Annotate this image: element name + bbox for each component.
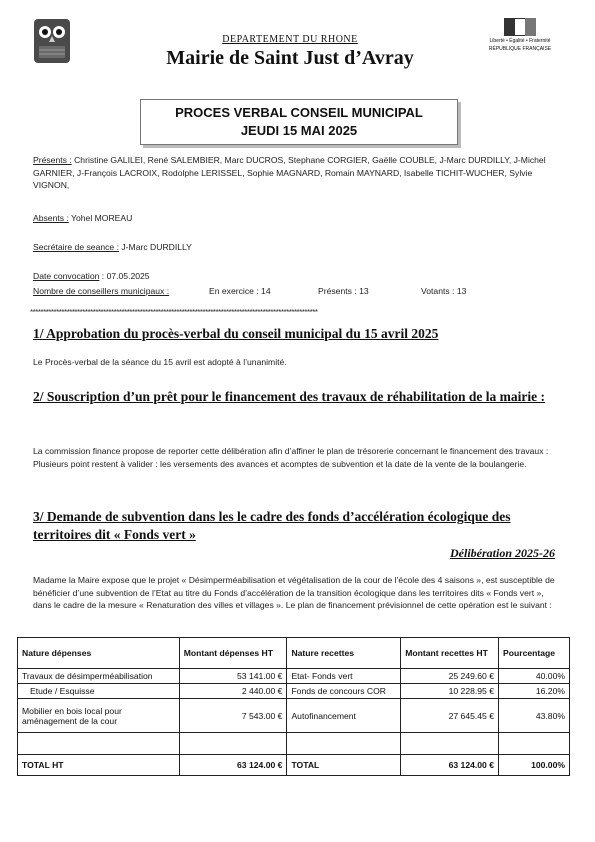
absents-block bbox=[33, 212, 132, 225]
table-cell: 25 249.60 € bbox=[401, 669, 499, 684]
table-cell bbox=[401, 733, 499, 755]
table-cell: 100.00% bbox=[499, 755, 570, 776]
section-3-body: Madame la Maire expose que le projet « Désimperméabilisation et végétalisation de la cour de l’école des 4 saisons », est susceptible de bénéficier d’une subvention de l’Etat au titre du Fonds d’accélération de la transition écologique dans les territoires dits « Fonds vert », dans le cadre de la mesure « Renaturation des villes et villages ». Le plan de financement prévisionnel de cette opération est le suivant : bbox=[33, 575, 555, 610]
table-cell: 10 228.95 € bbox=[401, 684, 499, 699]
deliberation-number: Délibération 2025-26 bbox=[450, 546, 555, 560]
financing-table bbox=[17, 637, 570, 776]
convocation-block bbox=[33, 270, 150, 283]
presents-label: Présents : bbox=[33, 155, 72, 165]
table-header-cell: Nature recettes bbox=[287, 638, 401, 669]
absents-label: Absents : bbox=[33, 213, 69, 223]
table-cell: 63 124.00 € bbox=[401, 755, 499, 776]
section-1-body: Le Procès-verbal de la séance du 15 avril est adopté à l’unanimité. bbox=[33, 357, 287, 367]
table-cell bbox=[287, 733, 401, 755]
conseillers-block bbox=[33, 285, 553, 298]
table-cell: Etat- Fonds vert bbox=[287, 669, 401, 684]
presents-count: Présents : 13 bbox=[318, 286, 369, 296]
document-title-box bbox=[140, 99, 458, 145]
table-cell: 7 543.00 € bbox=[179, 699, 287, 733]
mairie-logo bbox=[33, 18, 71, 64]
table-cell: Autofinancement bbox=[287, 699, 401, 733]
en-exercice: En exercice : 14 bbox=[209, 286, 271, 296]
table-total-row bbox=[18, 755, 570, 776]
table-header-cell: Montant recettes HT bbox=[401, 638, 499, 669]
document-title: PROCES VERBAL CONSEIL MUNICIPAL bbox=[175, 105, 423, 120]
votants-count: Votants : 13 bbox=[421, 286, 467, 296]
convocation-label: Date convocation bbox=[33, 271, 100, 281]
table-row bbox=[18, 699, 570, 733]
table-header-cell: Pourcentage bbox=[499, 638, 570, 669]
table-row-empty bbox=[18, 733, 570, 755]
rf-caption-motto: Liberté • Égalité • Fraternité bbox=[489, 38, 551, 44]
document-date: JEUDI 15 MAI 2025 bbox=[240, 123, 358, 138]
table-cell bbox=[499, 733, 570, 755]
table-cell: TOTAL HT bbox=[18, 755, 180, 776]
absents-list: Yohel MOREAU bbox=[68, 213, 133, 223]
secretaire-name: J-Marc DURDILLY bbox=[119, 242, 192, 252]
table-cell: Travaux de désimperméabilisation bbox=[18, 669, 180, 684]
section-1-heading: 1/ Approbation du procès-verbal du conseil municipal du 15 avril 2025 bbox=[33, 326, 439, 341]
table-cell: Etude / Esquisse bbox=[18, 684, 180, 699]
section-2-heading: 2/ Souscription d’un prêt pour le financement des travaux de réhabilitation de la mairie : bbox=[33, 389, 545, 404]
table-cell: 53 141.00 € bbox=[179, 669, 287, 684]
department-label: DEPARTEMENT DU RHONE bbox=[222, 34, 358, 45]
presents-block bbox=[33, 154, 555, 192]
table-header-cell: Montant dépenses HT bbox=[179, 638, 287, 669]
table-header-row bbox=[18, 638, 570, 669]
secretaire-label: Secrétaire de seance : bbox=[33, 242, 119, 252]
table-cell: 27 645.45 € bbox=[401, 699, 499, 733]
table-cell: Fonds de concours COR bbox=[287, 684, 401, 699]
convocation-date: : 07.05.2025 bbox=[99, 271, 150, 281]
section-2-body: La commission finance propose de reporter cette délibération afin d’affiner le plan de trésorerie concernant le financement des travaux : Plusieurs point restent à valider : les versements des avances et acomptes de subvention et la date de la vente de la boulangerie. bbox=[33, 446, 549, 469]
table-row bbox=[18, 684, 570, 699]
table-cell bbox=[18, 733, 180, 755]
table-cell: 16.20% bbox=[499, 684, 570, 699]
section-3-heading: 3/ Demande de subvention dans les le cadre des fonds d’accélération écologique des territoires dit « Fonds vert » bbox=[33, 509, 511, 542]
presents-list: Christine GALILEI, René SALEMBIER, Marc DUCROS, Stephane CORGIER, Gaëlle COUBLE, J-Marc DURDILLY, J-Michel GARNIER, J-François LACROIX, Rodolphe LERISSEL, Sophie MAGNARD, Romain MAYNARD, Isabelle TICHIT-WUCHER, Sylvie VIGNON, bbox=[33, 155, 546, 190]
table-cell: 2 440.00 € bbox=[179, 684, 287, 699]
republique-francaise-logo bbox=[488, 18, 552, 58]
table-cell: 40.00% bbox=[499, 669, 570, 684]
table-cell: TOTAL bbox=[287, 755, 401, 776]
table-cell bbox=[179, 733, 287, 755]
table-row bbox=[18, 669, 570, 684]
conseillers-label: Nombre de conseillers municipaux : bbox=[33, 286, 170, 296]
table-header-cell: Nature dépenses bbox=[18, 638, 180, 669]
separator-stars: ************************************************************************************************************** bbox=[30, 308, 318, 317]
table-cell: 43.80% bbox=[499, 699, 570, 733]
table-cell: 63 124.00 € bbox=[179, 755, 287, 776]
mairie-title: Mairie de Saint Just d’Avray bbox=[166, 47, 414, 69]
table-cell: Mobilier en bois local pour aménagement de la cour bbox=[18, 699, 180, 733]
secretaire-block bbox=[33, 241, 192, 254]
rf-caption-name: RÉPUBLIQUE FRANÇAISE bbox=[488, 46, 552, 52]
